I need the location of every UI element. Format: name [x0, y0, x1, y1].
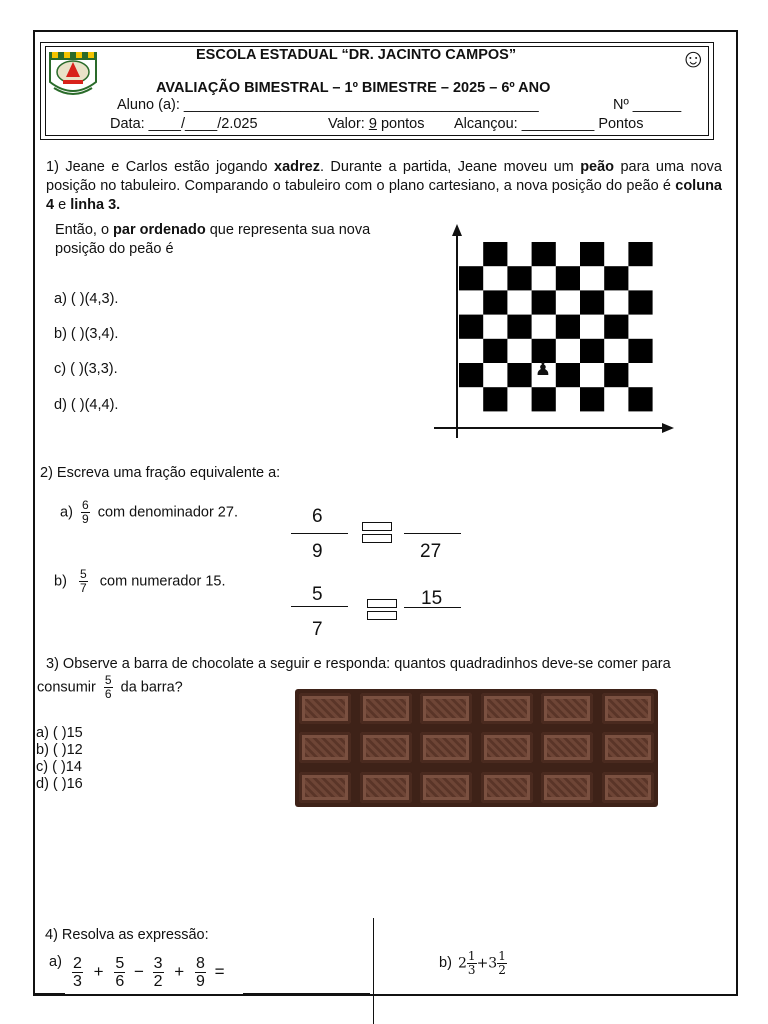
q3-tail: da barra?	[120, 679, 183, 696]
q2-b-den: 7	[80, 581, 87, 595]
q4-a-num: 2	[73, 955, 82, 972]
q4-a-op: +	[93, 961, 104, 981]
chocolate-square	[602, 732, 654, 763]
q1-subquestion	[55, 221, 405, 259]
q3-option-a[interactable]: a) ( )15	[36, 725, 83, 741]
score-field[interactable]: Alcançou: _________ Pontos	[454, 116, 644, 132]
chocolate-bar-icon	[295, 689, 658, 807]
q2-item-b	[54, 568, 226, 595]
q2-a-label: a)	[60, 504, 73, 521]
q1-option-b[interactable]: b) ( )(3,4).	[54, 326, 119, 342]
q1-text: 1) Jeane e Carlos estão jogando	[46, 159, 275, 175]
school-crest-icon	[46, 50, 100, 102]
q1-sub-text: Então, o	[55, 222, 114, 238]
q4-a-frac-3	[153, 955, 164, 990]
chess-square-dark	[532, 242, 556, 266]
chess-square-dark	[532, 387, 556, 411]
chess-square-dark	[532, 290, 556, 314]
q1-option-a[interactable]: a) ( )(4,3).	[54, 291, 119, 307]
q2-item-a	[60, 499, 238, 526]
q2-b-work-bar	[291, 606, 348, 607]
chocolate-square	[420, 693, 472, 724]
q4-a-label: a)	[49, 954, 62, 970]
q4-b-frac-1	[467, 950, 477, 977]
exam-title: AVALIAÇÃO BIMESTRAL – 1º BIMESTRE – 2025 – 6º ANO	[156, 80, 551, 96]
q2-a-answer-line[interactable]	[404, 533, 461, 534]
chocolate-square	[360, 772, 412, 803]
q4-title: 4) Resolva as expressão:	[45, 927, 209, 943]
q4-a-op: =	[214, 961, 225, 981]
chess-square-dark	[507, 266, 531, 290]
q4-a-num: 3	[153, 955, 163, 972]
equals-sign-icon	[367, 599, 397, 608]
chocolate-square	[481, 772, 533, 803]
q2-b-work-den: 7	[312, 619, 323, 640]
q1-statement	[46, 158, 722, 215]
chocolate-square	[360, 732, 412, 763]
q2-a-work-den: 9	[312, 541, 323, 562]
q4-a-den: 3	[73, 973, 82, 990]
q2-b-num: 5	[80, 567, 87, 581]
q2-b-work-num: 5	[312, 584, 323, 605]
chocolate-square	[541, 772, 593, 803]
value-label	[328, 116, 425, 132]
q4-b-den: 3	[467, 963, 476, 977]
chocolate-square	[360, 693, 412, 724]
chess-square-dark	[604, 315, 628, 339]
chess-square-dark	[628, 290, 652, 314]
q2-a-den: 9	[81, 512, 89, 526]
chess-square-dark	[556, 266, 580, 290]
q2-a-work-target: 27	[420, 541, 442, 562]
q1-text: . Durante a partida, Jeane moveu um	[319, 159, 581, 175]
chess-square-dark	[556, 363, 580, 387]
q4-a-frac-4	[195, 955, 206, 990]
q2-b-label: b)	[54, 573, 67, 590]
q3-fraction	[104, 674, 113, 701]
chocolate-square	[541, 693, 593, 724]
q4-b-label: b)	[439, 955, 452, 971]
q1-pawn: peão	[580, 159, 615, 175]
q2-a-work-num: 6	[312, 506, 323, 527]
chocolate-square	[481, 693, 533, 724]
q4-b-num: 1	[467, 949, 476, 963]
q4-a-frac-2	[114, 955, 125, 990]
q1-sub-text: que representa sua nova posição do peão é	[55, 222, 371, 257]
equals-sign-icon	[367, 611, 397, 620]
chess-square-dark	[483, 387, 507, 411]
q1-row: linha 3.	[70, 197, 121, 213]
chess-square-dark	[628, 242, 652, 266]
chocolate-square	[299, 732, 351, 763]
q4-a-den: 9	[195, 973, 205, 990]
chocolate-square	[602, 772, 654, 803]
q4-a-num: 5	[115, 955, 125, 972]
q2-b-work-target: 15	[421, 588, 443, 609]
q2-a-num: 6	[81, 498, 89, 512]
q2-b-answer-line[interactable]	[404, 607, 461, 608]
chess-square-dark	[580, 242, 604, 266]
q3-frac-den: 6	[104, 687, 112, 701]
student-number-field[interactable]: Nº ______	[613, 97, 682, 113]
q4-a-op: −	[133, 961, 144, 981]
chess-square-dark	[459, 266, 483, 290]
chocolate-square	[481, 732, 533, 763]
chessboard-diagram	[430, 222, 680, 440]
value-prefix: Valor:	[328, 116, 369, 132]
equals-sign-icon	[362, 522, 392, 531]
pawn-icon: ♟	[534, 359, 552, 379]
q4-b-whole: 2	[458, 955, 467, 972]
q3-statement: 3) Observe a barra de chocolate a seguir e responda: quantos quadradinhos deve-se comer para	[46, 656, 671, 672]
chess-square-dark	[580, 339, 604, 363]
q4-a-num: 8	[195, 955, 205, 972]
q2-title: 2) Escreva uma fração equivalente a:	[40, 465, 281, 481]
q1-chess: xadrez	[274, 159, 320, 175]
chess-square-dark	[459, 315, 483, 339]
value-number: 9	[368, 116, 377, 132]
q1-text: para uma nova posição no tabuleiro. Comparando o tabuleiro com o plano cartesiano, a nova posição do peão é	[46, 159, 722, 194]
chess-square-dark	[507, 315, 531, 339]
q4-b-expression	[458, 950, 507, 977]
chess-square-dark	[483, 339, 507, 363]
q4-a-left-line	[35, 993, 65, 994]
chocolate-square	[299, 693, 351, 724]
chocolate-square	[420, 772, 472, 803]
q4-b-plus: +3	[476, 955, 498, 972]
chess-square-dark	[459, 363, 483, 387]
q1-ordered-pair: par ordenado	[113, 222, 206, 238]
q4-b-den: 2	[498, 963, 506, 977]
q2-a-work-bar	[291, 533, 348, 534]
chess-square-dark	[628, 339, 652, 363]
chocolate-square	[299, 772, 351, 803]
q1-column: coluna 4	[46, 178, 722, 213]
q3-frac-num: 5	[104, 673, 112, 687]
q4-a-den: 6	[115, 973, 125, 990]
chess-square-dark	[580, 387, 604, 411]
q3-option-b[interactable]: b) ( )12	[36, 742, 83, 758]
q2-a-text: com denominador 27.	[97, 504, 238, 521]
q2-b-fraction	[79, 568, 88, 595]
chocolate-square	[541, 732, 593, 763]
q3-option-d[interactable]: d) ( )16	[36, 776, 83, 792]
smiley-icon: ☺	[680, 43, 707, 73]
column-divider	[373, 918, 374, 1024]
student-name-field[interactable]: Aluno (a): ____________________________________________	[117, 97, 539, 113]
q4-a-frac-1	[72, 955, 83, 990]
chess-square-dark	[507, 363, 531, 387]
value-suffix: pontos	[376, 116, 425, 132]
q4-b-num: 1	[498, 949, 506, 963]
q3-consume: consumir	[37, 679, 96, 696]
school-name: ESCOLA ESTADUAL “DR. JACINTO CAMPOS”	[196, 47, 517, 63]
q1-option-d[interactable]: d) ( )(4,4).	[54, 397, 119, 413]
q2-a-fraction	[81, 499, 90, 526]
chess-square-dark	[483, 290, 507, 314]
q3-statement-2	[37, 674, 183, 701]
equals-sign-icon	[362, 534, 392, 543]
chess-square-dark	[628, 387, 652, 411]
chess-square-dark	[556, 315, 580, 339]
chess-square-dark	[604, 266, 628, 290]
q4-a-op: +	[174, 961, 185, 981]
chess-square-dark	[580, 290, 604, 314]
q1-text: e	[54, 197, 71, 213]
chess-square-dark	[604, 363, 628, 387]
chocolate-square	[602, 693, 654, 724]
q4-a-den: 2	[153, 973, 163, 990]
date-field[interactable]: Data: ____/____/2.025	[110, 116, 258, 132]
q4-a-expression	[72, 955, 229, 990]
chess-square-dark	[483, 242, 507, 266]
chocolate-square	[420, 732, 472, 763]
q3-option-c[interactable]: c) ( )14	[36, 759, 82, 775]
q2-b-text: com numerador 15.	[99, 573, 226, 590]
q4-a-answer-line[interactable]	[243, 993, 370, 994]
q1-option-c[interactable]: c) ( )(3,3).	[54, 361, 118, 377]
q4-b-frac-2	[497, 950, 507, 977]
